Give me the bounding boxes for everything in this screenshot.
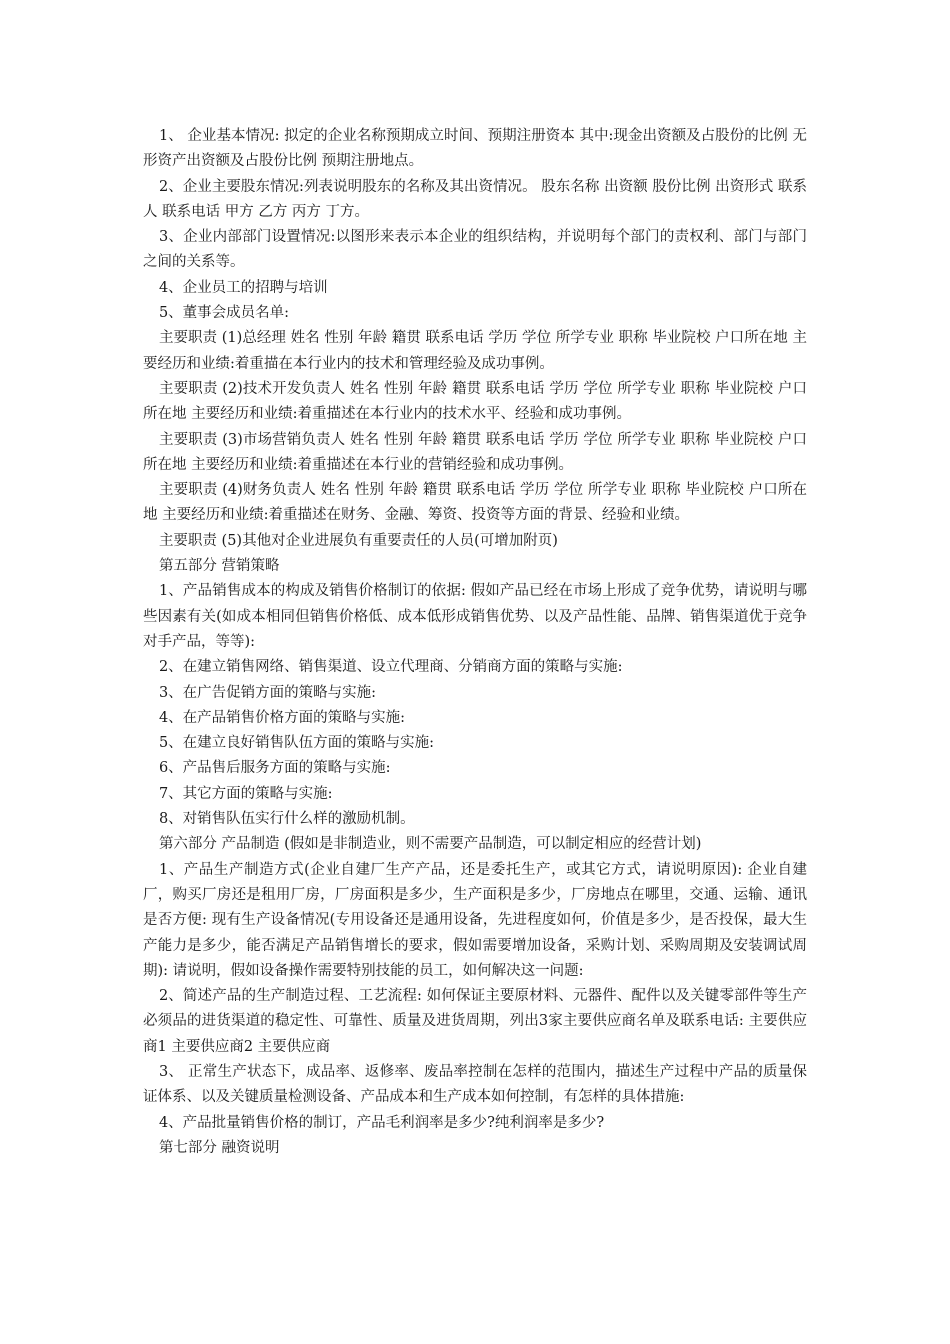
paragraph-sales-cost-pricing: 1、产品销售成本的构成及销售价格制订的依据: 假如产品已经在市场上形成了竞争优势，请说明与哪些因素有关(如成本相同但销售价格低、成本低形成销售优势、以及产品性能、品牌、销售渠道优于竞争对手产品，等等): xyxy=(143,583,807,650)
paragraph-duty-tech-lead: 主要职责 (2)技术开发负责人 姓名 性别 年龄 籍贯 联系电话 学历 学位 所学专业 职称 毕业院校 户口所在地 主要经历和业绩:着重描述在本行业内的技术水平、经验和成功事例。 xyxy=(143,380,807,423)
paragraph-incentives: 8、对销售队伍实行什么样的激励机制。 xyxy=(158,811,415,828)
paragraph-pricing-strategy: 4、在产品销售价格方面的策略与实施: xyxy=(158,709,406,726)
section-heading-part-seven: 第七部分 融资说明 xyxy=(158,1139,280,1156)
paragraph-board-members: 5、董事会成员名单: xyxy=(158,305,290,322)
paragraph-advertising: 3、在广告促销方面的策略与实施: xyxy=(158,684,377,701)
paragraph-after-sales: 6、产品售后服务方面的策略与实施: xyxy=(158,760,391,777)
paragraph-staff-recruitment: 4、企业员工的招聘与培训 xyxy=(158,279,328,296)
paragraph-duty-finance-lead: 主要职责 (4)财务负责人 姓名 性别 年龄 籍贯 联系电话 学历 学位 所学专业 职称 毕业院校 户口所在地 主要经历和业绩:着重描述在财务、金融、筹资、投资等方面的背景、经验和业绩。 xyxy=(143,482,807,524)
paragraph-manufacturing-method: 1、产品生产制造方式(企业自建厂生产产品，还是委托生产，或其它方式，请说明原因): 企业自建厂，购买厂房还是租用厂房，厂房面积是多少，生产面积是多少，厂房地点在哪里，交通、运输、通讯是否方便: 现有生产设备情况(专用设备还是通用设备，先进程度如何，价值是多少，是否投保，最大生产能力是多少，能否满足产品销售增长的要求，假如需要增加设备，采购计划、采购周期及安装调试周期): 请说明，假如设备操作需要特别技能的员工，如何解决这一问题: xyxy=(143,861,807,979)
paragraph-production-process: 2、简述产品的生产制造过程、工艺流程: 如何保证主要原材料、元器件、配件以及关键零部件等生产必须品的进货渠道的稳定性、可靠性、质量及进货周期，列出3家主要供应商名单及联系电话: 主要供应商1 主要供应商2 主要供应商 xyxy=(143,988,807,1055)
section-heading-part-five: 第五部分 营销策略 xyxy=(158,558,280,575)
paragraph-batch-pricing: 4、产品批量销售价格的制订，产品毛利润率是多少?纯利润率是多少? xyxy=(158,1114,605,1131)
paragraph-other-strategies: 7、其它方面的策略与实施: xyxy=(158,785,333,802)
paragraph-duty-others: 主要职责 (5)其他对企业进展负有重要责任的人员(可增加附页) xyxy=(158,532,558,549)
paragraph-internal-departments: 3、企业内部部门设置情况:以图形来表示本企业的组织结构，并说明每个部门的责权利、部门与部门之间的关系等。 xyxy=(143,229,807,271)
paragraph-duty-marketing-lead: 主要职责 (3)市场营销负责人 姓名 性别 年龄 籍贯 联系电话 学历 学位 所学专业 职称 毕业院校 户口所在地 主要经历和业绩:着重描述在本行业的营销经验和成功事例。 xyxy=(143,431,807,473)
paragraph-sales-network: 2、在建立销售网络、销售渠道、设立代理商、分销商方面的策略与实施: xyxy=(158,659,623,676)
paragraph-quality-control: 3、 正常生产状态下，成品率、返修率、废品率控制在怎样的范围内，描述生产过程中产品的质量保证体系、以及关键质量检测设备、产品成本和生产成本如何控制，有怎样的具体措施: xyxy=(143,1063,807,1106)
section-heading-part-six: 第六部分 产品制造 (假如是非制造业，则不需要产品制造，可以制定相应的经营计划) xyxy=(158,836,702,853)
paragraph-main-shareholders: 2、企业主要股东情况:列表说明股东的名称及其出资情况。 股东名称 出资额 股份比例 出资形式 联系人 联系电话 甲方 乙方 丙方 丁方。 xyxy=(143,178,807,220)
paragraph-enterprise-basic-info: 1、 企业基本情况: 拟定的企业名称预期成立时间、预期注册资本 其中:现金出资额及占股份的比例 无形资产出资额及占股份比例 预期注册地点。 xyxy=(143,128,807,170)
document-body xyxy=(143,124,807,1161)
paragraph-duty-general-manager: 主要职责 (1)总经理 姓名 性别 年龄 籍贯 联系电话 学历 学位 所学专业 职称 毕业院校 户口所在地 主要经历和业绩:着重描在本行业内的技术和管理经验及成功事例。 xyxy=(143,330,807,372)
paragraph-sales-team: 5、在建立良好销售队伍方面的策略与实施: xyxy=(158,735,435,752)
